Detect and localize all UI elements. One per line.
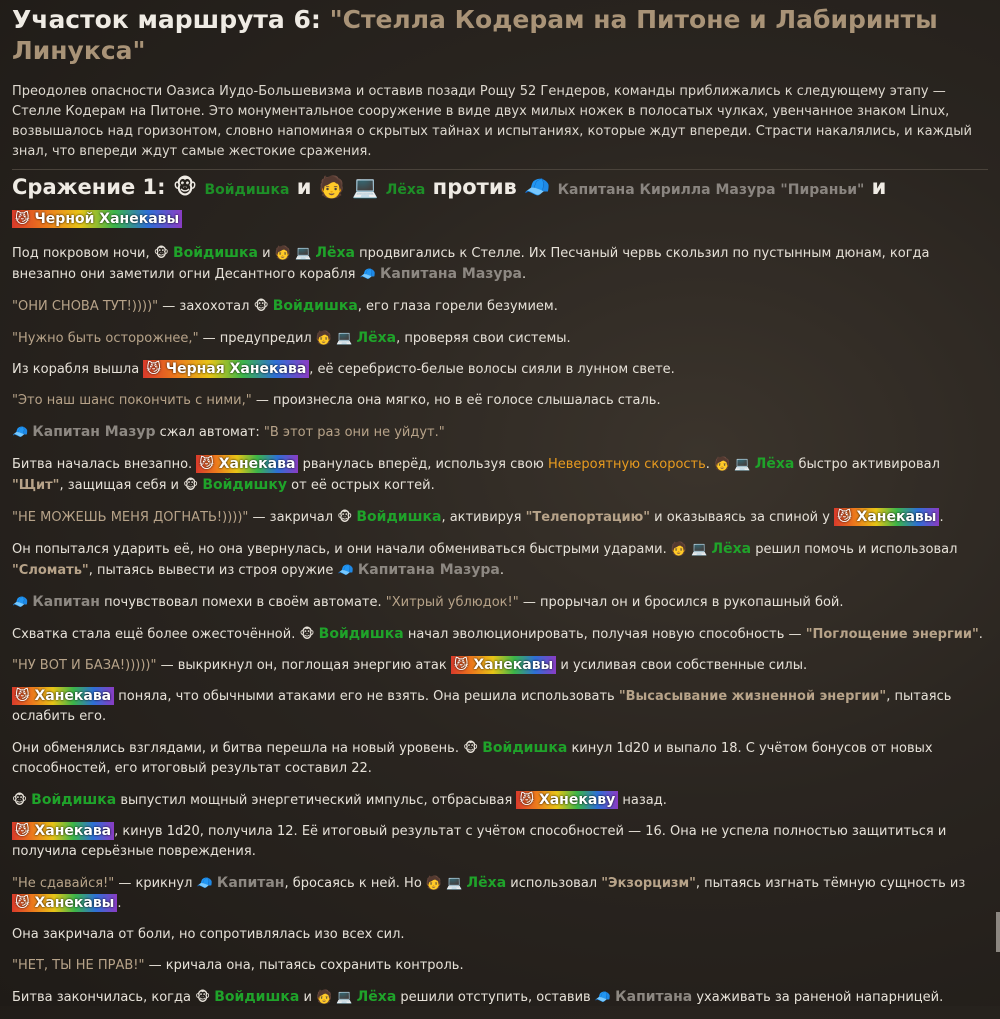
text: почувствовал помехи в своём автомате. [99, 595, 386, 610]
text: . [522, 267, 527, 282]
text: — захохотал [158, 299, 254, 314]
text: — крикнул [114, 876, 197, 891]
battle-paragraph [12, 592, 988, 613]
character-name: Лёха [466, 875, 507, 891]
text: . [978, 627, 983, 642]
battle-paragraph [12, 539, 988, 581]
text: , пытаясь вывести из строя оружие [88, 563, 338, 578]
battle-paragraph [12, 296, 988, 317]
battle-paragraph [12, 507, 988, 528]
text: . [939, 510, 944, 525]
character-name: Войдишка [214, 989, 300, 1005]
ability: "Высасывание жизненной энергии" [618, 689, 887, 704]
battle-title-and: и [289, 175, 319, 199]
emoji-icon: 🧢 [12, 595, 33, 610]
divider [12, 169, 988, 170]
article [12, 0, 988, 1019]
character-name: Капитан [32, 594, 100, 610]
character-hanekava: 😼 Ханекавы [451, 656, 556, 674]
emoji-icon: 🐵 [463, 741, 483, 756]
battle-paragraph [12, 360, 988, 380]
text: Битва началась внезапно. [12, 457, 197, 472]
text: Он попытался ударить её, но она увернулась, и они начали обмениваться быстрыми ударами. [12, 542, 671, 557]
emoji-icon: 🐵 [253, 299, 273, 314]
character-name: Лёха [754, 456, 795, 472]
battle-title-prefix: Сражение 1: [12, 175, 173, 199]
ability: "Экзорцизм" [601, 876, 696, 891]
emoji-icon: 🧢 [359, 267, 380, 282]
text: продвигались к Стелле. Их Песчаный червь скользил по пустынным дюнам, когда внезапно они заметили огни Десантного корабля [12, 246, 930, 282]
text: , пытаясь ослабить его. [12, 689, 952, 724]
text: , защищая себя и [59, 478, 184, 493]
emoji-icon: 🧑 💻 [714, 457, 755, 472]
emoji-icon: 🐵 [12, 793, 32, 808]
character-captain: Капитана Кирилла Мазура "Пираньи" [557, 182, 865, 198]
character-name: Лёха [356, 989, 397, 1005]
character-name: Капитан [216, 875, 285, 891]
character-name: Войдишка [272, 298, 358, 314]
ability: "Поглощение энергии" [805, 627, 979, 642]
text: . [117, 896, 122, 911]
battle-paragraph [12, 243, 988, 285]
character-name: Капитан Мазур [32, 424, 156, 440]
character-hanekava [12, 210, 182, 228]
character-name: Войдишка [356, 509, 442, 525]
character-hanekava: 😼 Ханекава [12, 822, 114, 840]
character-name: Лёха [356, 330, 397, 346]
quote: "Хитрый ублюдок!" [385, 595, 519, 610]
emoji-icon: 🧢 [337, 563, 358, 578]
battle-paragraph [12, 956, 988, 976]
text: — предупредил [198, 331, 316, 346]
coder-icon: 🧑 💻 [318, 175, 379, 199]
cat-icon: 😼 [15, 211, 30, 227]
battle-paragraph [12, 738, 988, 779]
emoji-icon: 🐵 [337, 510, 357, 525]
text: и оказываясь за спиной у [650, 510, 835, 525]
quote: "НЕ МОЖЕШЬ МЕНЯ ДОГНАТЬ!))))" [12, 510, 249, 525]
text: — прорычал он и бросился в рукопашный бой. [518, 595, 844, 610]
cap-icon: 🧢 [524, 175, 551, 199]
quote: "НЕТ, ТЫ НЕ ПРАВ!" [12, 958, 145, 973]
page-title [12, 4, 988, 66]
quote: "НУ ВОТ И БАЗА!)))))" [12, 658, 157, 673]
character-name: Капитана Мазура [379, 266, 523, 282]
character-hanekava: 😼 Ханекаву [516, 791, 618, 809]
text: , активируя [441, 510, 526, 525]
battle-paragraph [12, 454, 988, 496]
emoji-icon: 🧑 💻 [425, 876, 467, 891]
character-name: Войдишку [202, 477, 288, 493]
ability: "Щит" [12, 478, 60, 493]
quote: "Не сдавайся!" [12, 876, 115, 891]
text: решил помочь и использовал [751, 542, 958, 557]
emoji-icon: 🧑 💻 [274, 246, 316, 261]
emoji-icon: 🐵 [153, 246, 173, 261]
text: Она закричала от боли, но сопротивлялась изо всех сил. [12, 927, 405, 942]
battle-paragraph [12, 656, 988, 676]
character-hanekava: 😼 Ханекава [12, 687, 114, 705]
battle-title-versus: против [425, 175, 525, 199]
text: начал эволюционировать, получая новую способность — [403, 627, 806, 642]
text: кинул 1d20 и выпало 18. С учётом бонусов от новых способностей, его итоговый результат составил 22. [12, 741, 933, 776]
text: и [299, 990, 317, 1005]
title-main: Участок маршрута 6: [12, 5, 330, 34]
text: , бросаясь к ней. Но [284, 876, 426, 891]
emoji-icon: 🐵 [299, 627, 319, 642]
battle-paragraph [12, 987, 988, 1008]
character-lyokha: Лёха [385, 182, 426, 198]
emoji-icon: 🧑 💻 [670, 542, 712, 557]
quote: "Это наш шанс покончить с ними," [12, 393, 252, 408]
ability: "Телепортацию" [525, 510, 651, 525]
character-hanekava: 😼 Ханекавы [12, 894, 117, 912]
text: использовал [506, 876, 602, 891]
text: Они обменялись взглядами, и битва перешла на новый уровень. [12, 741, 464, 756]
title-quoted: "Стелла Кодерам на Питоне и Лабиринты Линукса" [12, 5, 938, 65]
character-name: Войдишка [482, 740, 568, 756]
character-name: Капитана [615, 989, 693, 1005]
character-name: Войдишка [31, 792, 117, 808]
text: Из корабля вышла [12, 362, 144, 377]
emoji-icon: 🧢 [594, 990, 616, 1005]
battle-paragraph [12, 925, 988, 945]
text: выпустил мощный энергетический импульс, отбрасывая [116, 793, 517, 808]
text: от её острых когтей. [287, 478, 435, 493]
text: , кинув 1d20, получила 12. Её итоговый результат с учётом способностей — 16. Она не успела полностью защититься и получила серьёзные повреждения. [12, 824, 947, 859]
emoji-icon: 🧑 💻 [315, 331, 357, 346]
battle-paragraph [12, 328, 988, 349]
emoji-icon: 🧢 [12, 425, 33, 440]
character-name: Войдишка [318, 626, 404, 642]
text: решили отступить, оставив [396, 990, 595, 1005]
battle-title [12, 174, 988, 229]
character-name: Лёха [315, 245, 355, 261]
text: Под покровом ночи, [12, 246, 154, 261]
battle-paragraph [12, 687, 988, 727]
emoji-icon: 🐵 [195, 990, 215, 1005]
quote: "Нужно быть осторожнее," [12, 331, 199, 346]
text: поняла, что обычными атаками его не взять. Она решила использовать [114, 689, 619, 704]
text: , пытаясь изгнать тёмную сущность из [695, 876, 966, 891]
text: ухаживать за раненой напарницей. [692, 990, 944, 1005]
text: назад. [618, 793, 667, 808]
skill: Невероятную скорость [547, 457, 706, 472]
character-hanekava: 😼 Ханекавы [834, 508, 939, 526]
text: рванулась вперёд, используя свою [298, 457, 548, 472]
text: Схватка стала ещё более ожесточённой. [12, 627, 300, 642]
text: — произнесла она мягко, но в её голосе слышалась сталь. [251, 393, 661, 408]
text: . [705, 457, 715, 472]
emoji-icon: 🧑 💻 [316, 990, 357, 1005]
character-voydishka: Войдишка [204, 182, 290, 198]
character-name: Войдишка [172, 245, 258, 261]
emoji-icon: 🐵 [183, 478, 203, 493]
battle-title-and2: и [864, 175, 887, 199]
text: , его глаза горели безумием. [357, 299, 558, 314]
battle-paragraph [12, 422, 988, 443]
monkey-icon: 🐵 [172, 175, 198, 199]
emoji-icon: 🧢 [196, 876, 217, 891]
text: Битва закончилась, когда [12, 990, 196, 1005]
character-name: Лёха [711, 541, 752, 557]
text: и усиливая свои собственные силы. [556, 658, 808, 673]
character-hanekava-label: Черной Ханекавы [34, 211, 180, 227]
battle-paragraph [12, 822, 988, 862]
character-hanekava: 😼 Черная Ханекава [143, 360, 309, 378]
text: сжал автомат: [155, 425, 264, 440]
text: , её серебристо-белые волосы сияли в лунном свете. [309, 362, 675, 377]
text: быстро активировал [794, 457, 940, 472]
text: — кричала она, пытаясь сохранить контроль. [144, 958, 464, 973]
battle-paragraph [12, 873, 988, 914]
battle-paragraph [12, 790, 988, 811]
battle-paragraph [12, 391, 988, 411]
battle-paragraph [12, 624, 988, 645]
scrollbar[interactable] [996, 912, 1000, 952]
battle-log [12, 243, 988, 1008]
quote: "ОНИ СНОВА ТУТ!))))" [12, 299, 159, 314]
ability: "Сломать" [12, 563, 89, 578]
text: , проверяя свои системы. [396, 331, 571, 346]
quote: "В этот раз они не уйдут." [263, 425, 445, 440]
text: — выкрикнул он, поглощая энергию атак [156, 658, 451, 673]
text: . [499, 563, 504, 578]
intro-paragraph: Преодолев опасности Оазиса Иудо-Большевизма и оставив позади Рощу 52 Гендеров, команды приближались к следующему этапу — Стелле Кодерам на Питоне. Это монументальное сооружение в виде двух милых ножек в полосатых чулках, увенчанное знаком Linux, возвышалось над горизонтом, словно напоминая о скрытых тайнах и испытаниях, которые ждут впереди. Страсти накалялись, и каждый знал, что впереди ждут самые жестокие сражения. [12, 84, 972, 159]
character-hanekava: 😼 Ханекава [196, 455, 298, 473]
text: и [257, 246, 275, 261]
character-name: Капитана Мазура [357, 562, 500, 578]
text: — закричал [248, 510, 338, 525]
